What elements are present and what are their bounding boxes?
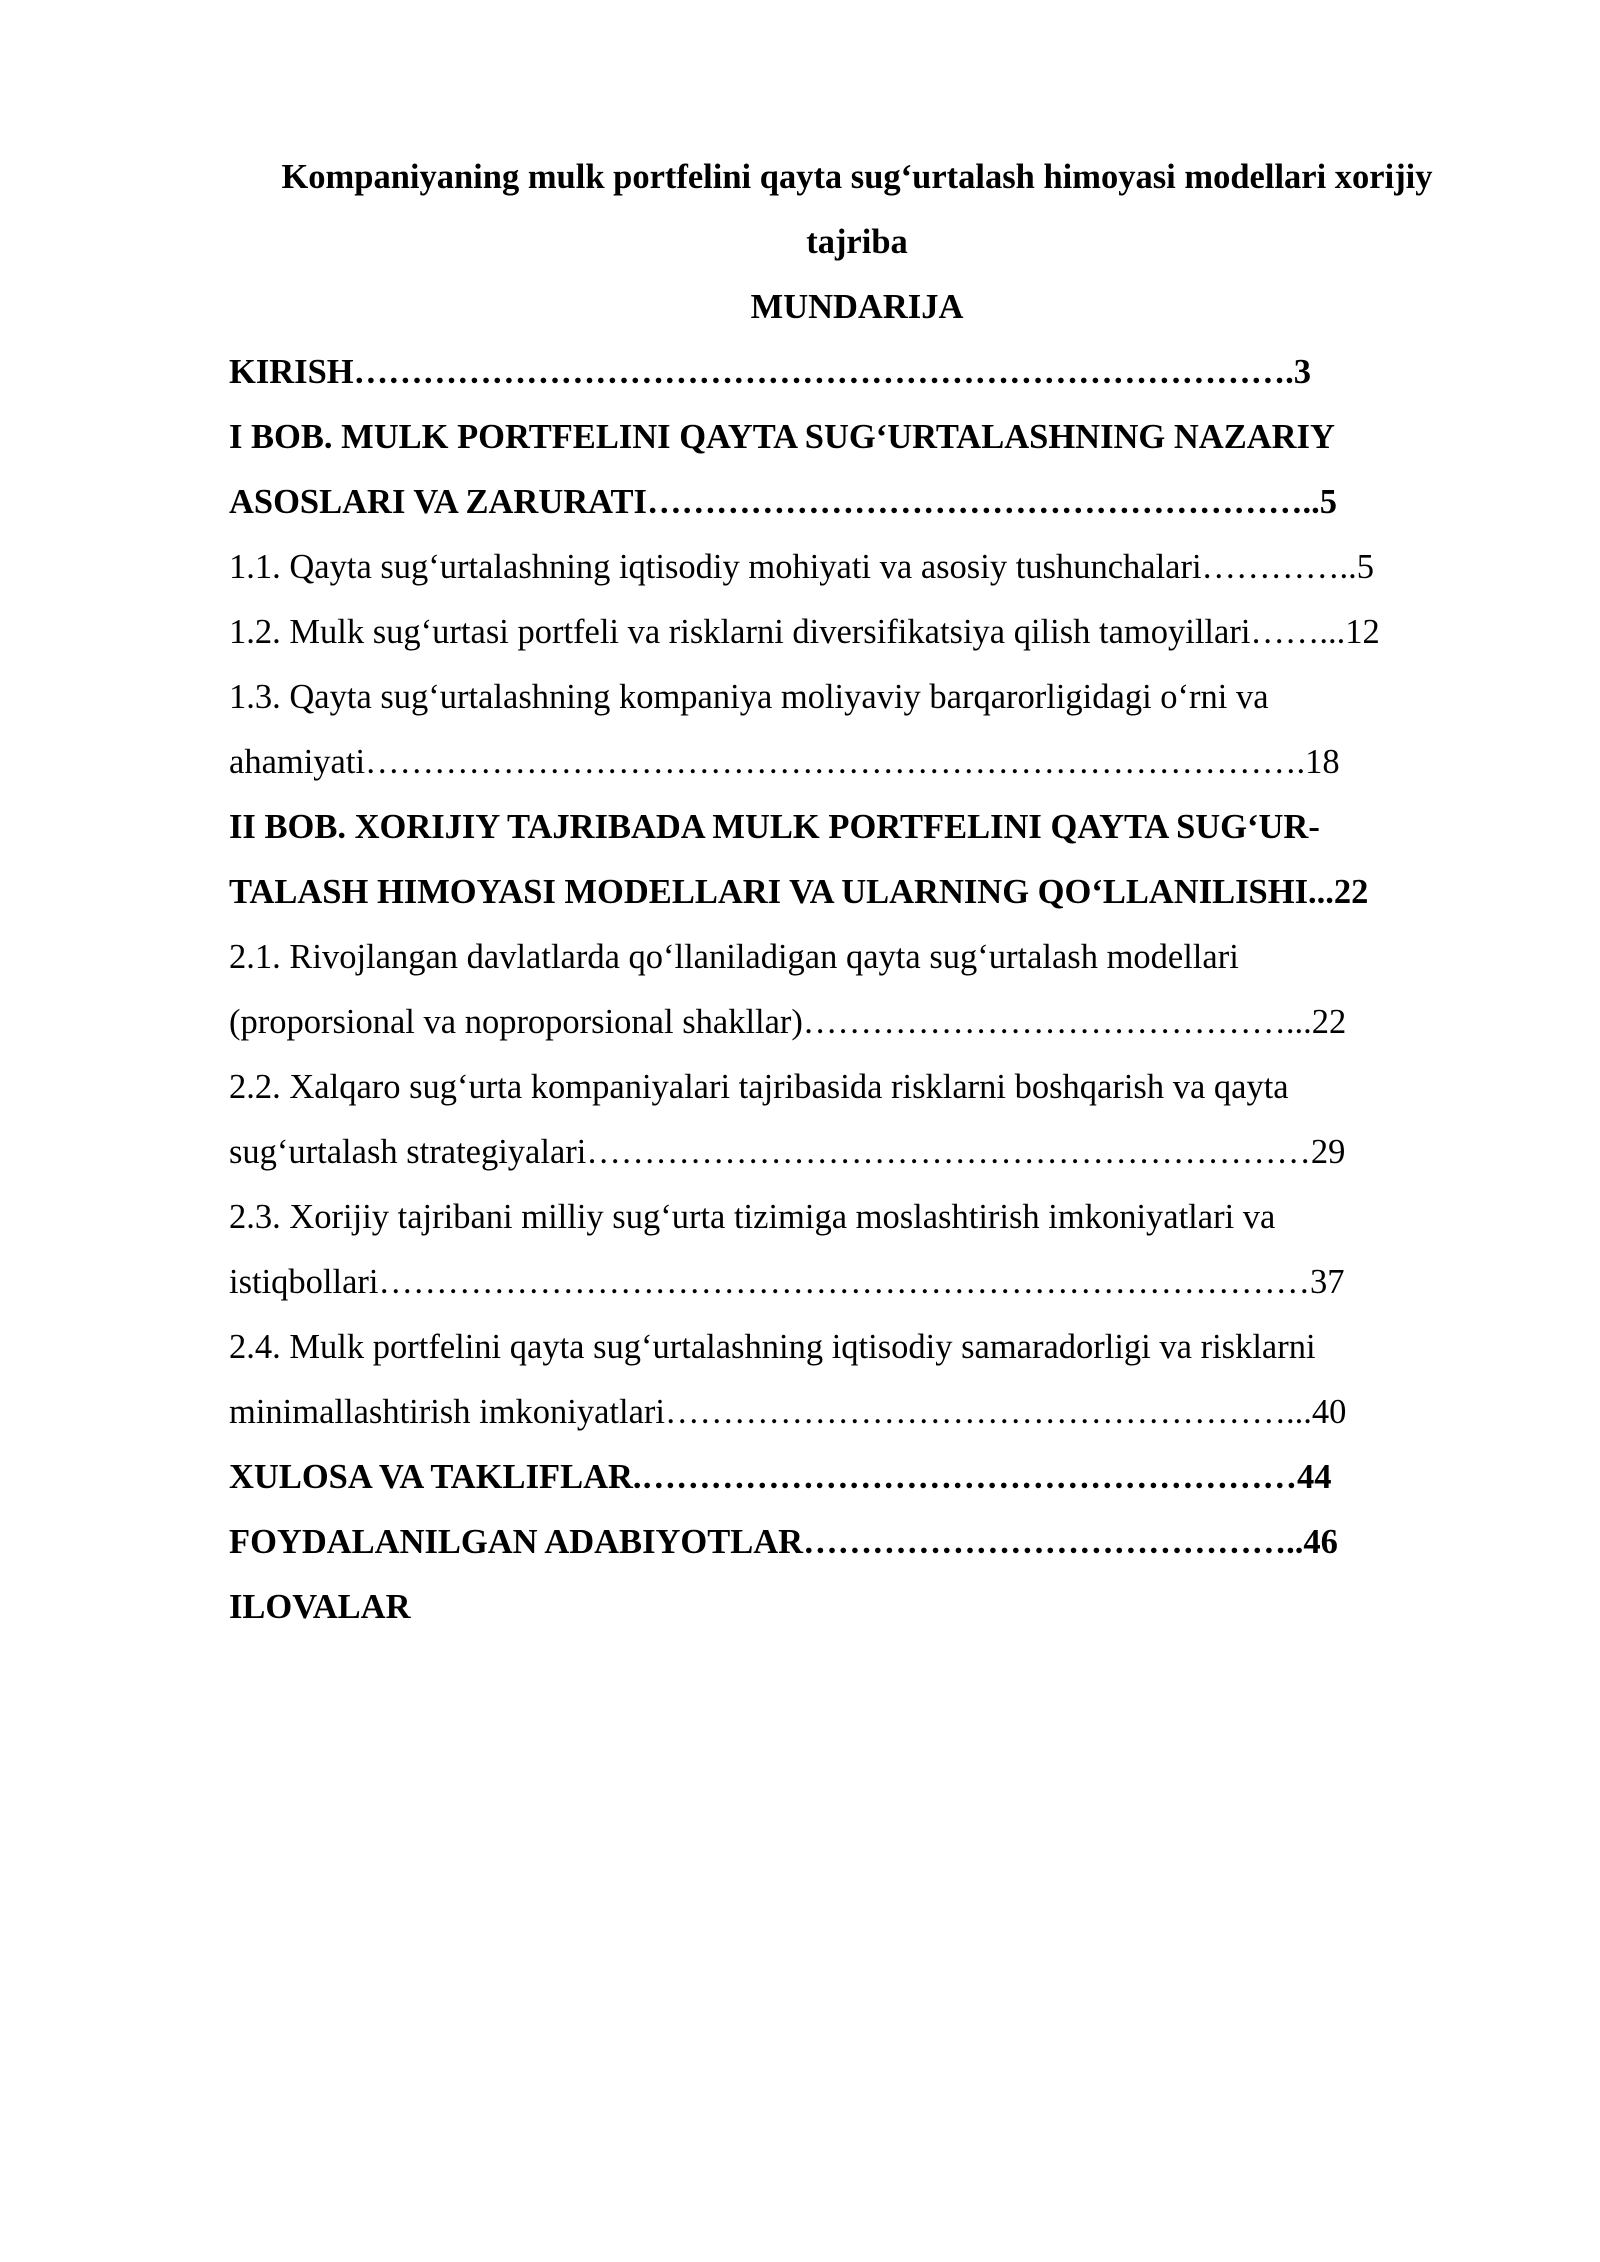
document-title-line-2: tajriba xyxy=(806,223,908,261)
document-content xyxy=(229,145,1485,1640)
toc-entry xyxy=(229,600,1485,665)
toc-entry xyxy=(229,405,1485,535)
toc-entry-line: I BOB. MULK PORTFELINI QAYTA SUG‘URTALASHNING NAZARIY xyxy=(229,418,1335,456)
toc-entry-line: sug‘urtalash strategiyalari………………………………………………………29 xyxy=(229,1133,1346,1171)
toc-entry-line: 2.3. Xorijiy tajribani milliy sug‘urta tizimiga moslashtirish imkoniyatlari va xyxy=(229,1198,1276,1236)
toc-entry-line: 2.1. Rivojlangan davlatlarda qo‘llaniladigan qayta sug‘urtalash modellari xyxy=(229,938,1239,976)
toc-entry xyxy=(229,1055,1485,1185)
toc-entry-line: (proporsional va noproporsional shakllar)……………………………………...22 xyxy=(229,1003,1347,1041)
document-title xyxy=(229,145,1485,275)
toc-entry-line: ahamiyati……………………………………………………………………….18 xyxy=(229,743,1340,781)
toc-entry xyxy=(229,1315,1485,1445)
toc-entry xyxy=(229,1445,1485,1510)
toc-entry-line: II BOB. XORIJIY TAJRIBADA MULK PORTFELINI QAYTA SUG‘UR- xyxy=(229,808,1320,846)
toc-entry-line: 1.3. Qayta sug‘urtalashning kompaniya moliyaviy barqarorligidagi o‘rni va xyxy=(229,678,1269,716)
toc-entry-line: ILOVALAR xyxy=(229,1588,411,1626)
document-title-line-1: Kompaniyaning mulk portfelini qayta sug‘urtalash himoyasi modellari xorijiy xyxy=(281,158,1433,196)
toc-entry xyxy=(229,1575,1485,1640)
toc-entry-line: minimallashtirish imkoniyatlari………………………………………………...40 xyxy=(229,1393,1347,1431)
toc-entry-line: 1.1. Qayta sug‘urtalashning iqtisodiy mohiyati va asosiy tushunchalari…………..5 xyxy=(229,548,1375,586)
toc-entry xyxy=(229,535,1485,600)
toc-entry xyxy=(229,1185,1485,1315)
toc-entry xyxy=(229,925,1485,1055)
toc-entry-line: ASOSLARI VA ZARURATI…………………………………………………..5 xyxy=(229,483,1337,521)
toc-entry xyxy=(229,1510,1485,1575)
toc-entry-line: FOYDALANILGAN ADABIYOTLAR……………………………………..46 xyxy=(229,1523,1338,1561)
toc-entry-line: 2.4. Mulk portfelini qayta sug‘urtalashning iqtisodiy samaradorligi va risklarni xyxy=(229,1328,1316,1366)
toc-entry xyxy=(229,340,1485,405)
toc-heading: MUNDARIJA xyxy=(750,288,964,326)
toc-entry-line: 1.2. Mulk sug‘urtasi portfeli va risklarni diversifikatsiya qilish tamoyillari……...12 xyxy=(229,613,1380,651)
table-of-contents xyxy=(229,340,1485,1640)
toc-entry-line: KIRISH……………………………………………………………………….3 xyxy=(229,353,1311,391)
toc-entry xyxy=(229,795,1485,925)
toc-entry-line: XULOSA VA TAKLIFLAR.…………………………………………………44 xyxy=(229,1458,1332,1496)
toc-entry-line: istiqbollari………………………………………………………………………37 xyxy=(229,1263,1345,1301)
toc-entry xyxy=(229,665,1485,795)
toc-entry-line: 2.2. Xalqaro sug‘urta kompaniyalari tajribasida risklarni boshqarish va qayta xyxy=(229,1068,1289,1106)
toc-entry-line: TALASH HIMOYASI MODELLARI VA ULARNING QO‘LLANILISHI...22 xyxy=(229,873,1369,911)
